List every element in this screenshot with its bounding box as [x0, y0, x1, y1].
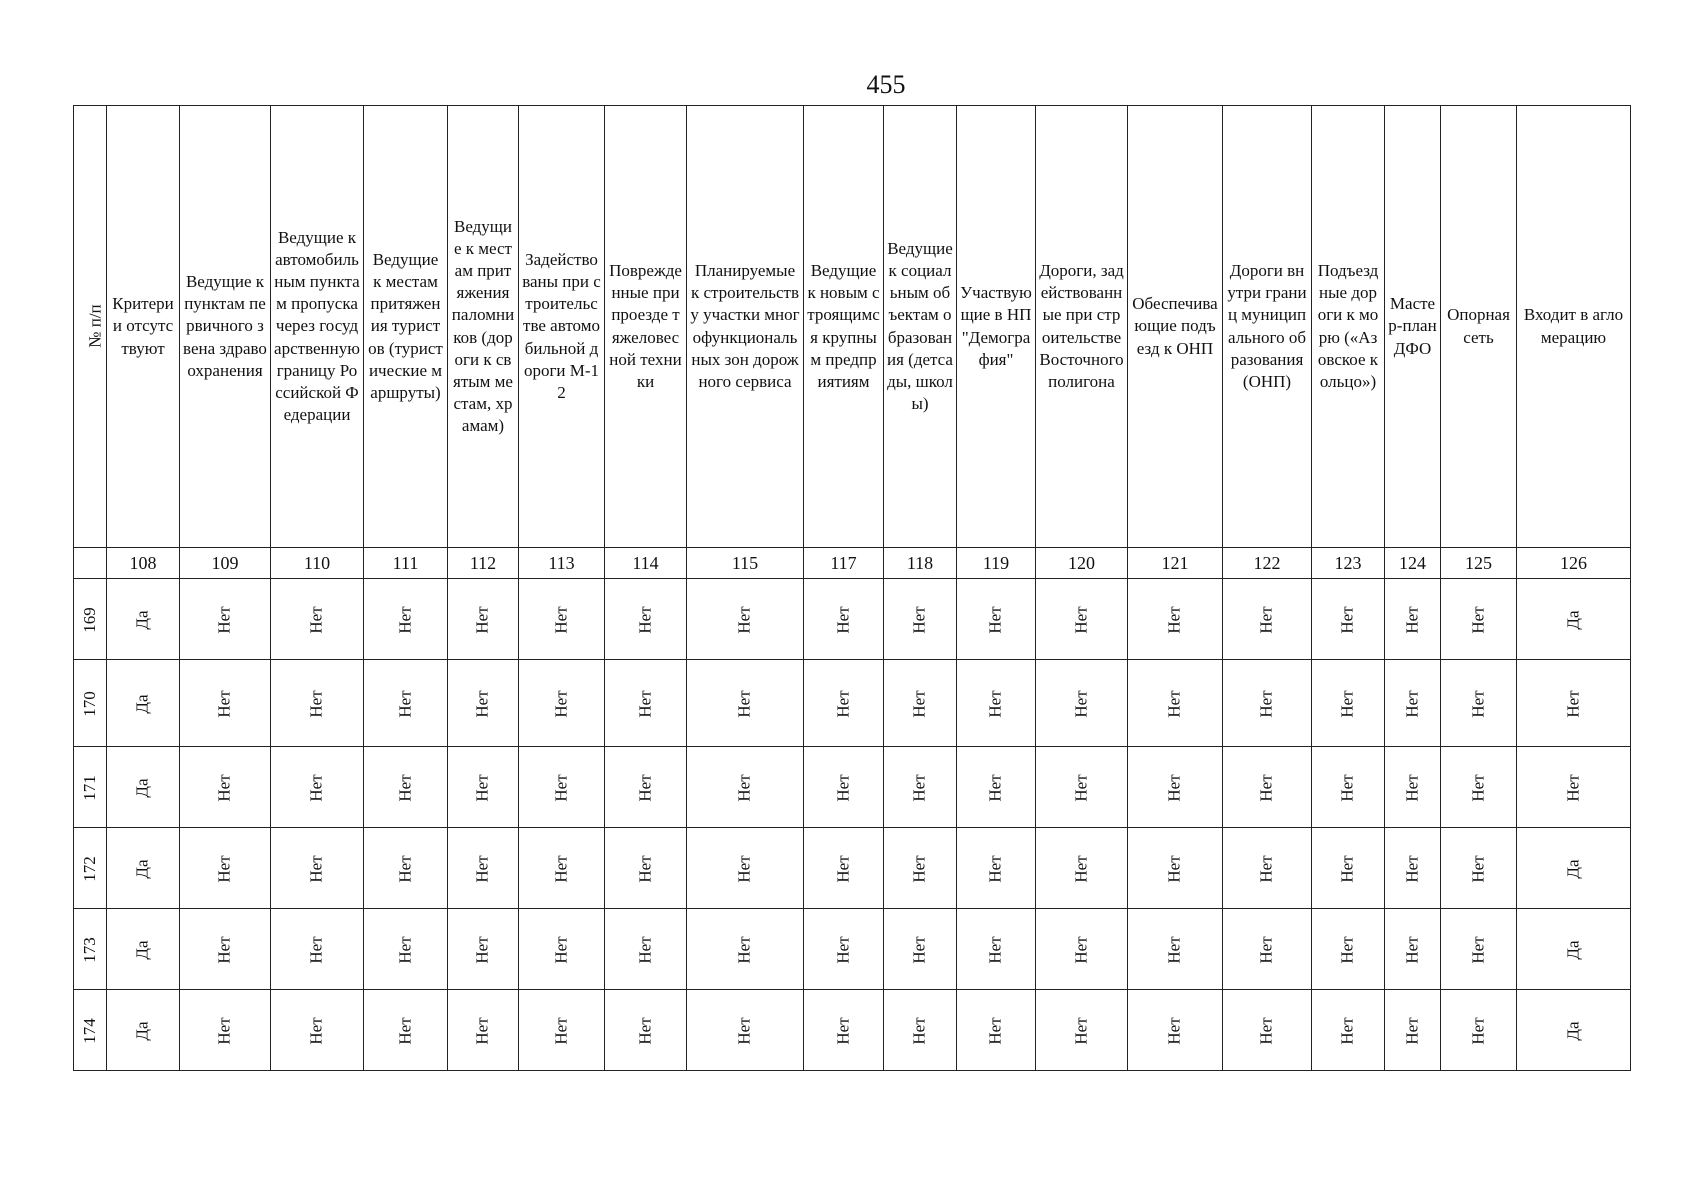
table-cell: [1517, 747, 1631, 828]
table-cell: [1128, 747, 1223, 828]
cell-value: Нет: [1468, 1016, 1488, 1045]
row-number: 172: [80, 855, 99, 882]
column-header: [1385, 106, 1441, 548]
table-cell: [364, 990, 448, 1071]
column-header-label: Ведущие к местам притяжения туристов (туристические маршруты): [368, 250, 443, 402]
table-cell: [687, 909, 804, 990]
column-header-label: Подъездные дороги к морю («Азовское кольцо»): [1317, 261, 1379, 391]
cell-value: Нет: [1563, 773, 1583, 802]
table-cell: [1385, 909, 1441, 990]
column-header: [1441, 106, 1517, 548]
table-cell: [271, 747, 364, 828]
table-cell: [1385, 747, 1441, 828]
table-cell: [448, 990, 519, 1071]
column-header: [957, 106, 1036, 548]
table-cell: [180, 747, 271, 828]
column-header-label: Опорная сеть: [1447, 305, 1510, 347]
table-cell: [687, 747, 804, 828]
table-cell: [957, 990, 1036, 1071]
cell-value: Нет: [1071, 605, 1091, 634]
table-row: [74, 909, 1631, 990]
cell-value: Нет: [472, 689, 492, 718]
cell-value: Нет: [1256, 854, 1276, 883]
table-cell: [271, 828, 364, 909]
column-header-label: Ведущие к пунктам первичного звена здравоохранения: [183, 272, 267, 380]
cell-value: Нет: [1071, 773, 1091, 802]
row-number-cell: [74, 990, 107, 1071]
table-cell: [1517, 990, 1631, 1071]
table-cell: [1223, 747, 1312, 828]
table-cell: [364, 660, 448, 747]
column-header-label: № п/п: [85, 304, 105, 349]
cell-value: Нет: [1402, 605, 1422, 634]
cell-value: Нет: [551, 935, 571, 964]
column-header-label: Дороги, задействованные при строительстве Восточного полигона: [1039, 261, 1124, 391]
column-header-label: Ведущие к социальным объектам образования (детсады, школы): [887, 239, 953, 413]
cell-value: Да: [1563, 1020, 1583, 1041]
column-header-label: Ведущие к автомобильным пунктам пропуска через государственную границу Российской Федерации: [274, 228, 360, 424]
column-number-cell: 120: [1036, 548, 1128, 579]
column-number-cell: 108: [107, 548, 180, 579]
table-cell: [519, 909, 605, 990]
cell-value: Нет: [985, 773, 1005, 802]
cell-value: Нет: [1468, 854, 1488, 883]
column-header-label: Входит в агломерацию: [1523, 305, 1624, 347]
cell-value: Нет: [1402, 854, 1422, 883]
cell-value: Нет: [1071, 854, 1091, 883]
cell-value: Нет: [833, 1016, 853, 1045]
table-cell: [271, 990, 364, 1071]
cell-value: Нет: [395, 854, 415, 883]
table-cell: [1312, 909, 1385, 990]
table-cell: [519, 660, 605, 747]
cell-value: Нет: [734, 854, 754, 883]
table-cell: [519, 579, 605, 660]
table-cell: [1312, 990, 1385, 1071]
table-cell: [448, 579, 519, 660]
cell-value: Нет: [306, 854, 326, 883]
table-cell: [180, 990, 271, 1071]
cell-value: Нет: [551, 1016, 571, 1045]
cell-value: Да: [1563, 939, 1583, 960]
table-cell: [107, 909, 180, 990]
table-row: [74, 660, 1631, 747]
cell-value: Нет: [1164, 689, 1184, 718]
cell-value: Нет: [214, 854, 234, 883]
cell-value: Нет: [395, 605, 415, 634]
table-cell: [957, 828, 1036, 909]
table-cell: [107, 747, 180, 828]
table-cell: [687, 660, 804, 747]
cell-value: Нет: [551, 854, 571, 883]
cell-value: Нет: [1468, 689, 1488, 718]
table-cell: [1036, 828, 1128, 909]
cell-value: Нет: [985, 935, 1005, 964]
table-cell: [448, 909, 519, 990]
row-number: 170: [80, 690, 99, 717]
table-cell: [884, 579, 957, 660]
table-cell: [1036, 660, 1128, 747]
table-cell: [364, 579, 448, 660]
column-number-cell: 125: [1441, 548, 1517, 579]
cell-value: Нет: [1256, 1016, 1276, 1045]
cell-value: Нет: [734, 773, 754, 802]
column-header: [1128, 106, 1223, 548]
cell-value: Нет: [734, 1016, 754, 1045]
cell-value: Нет: [472, 605, 492, 634]
cell-value: Нет: [909, 935, 929, 964]
row-number: 173: [80, 936, 99, 963]
cell-value: Нет: [1256, 605, 1276, 634]
cell-value: Нет: [1337, 605, 1357, 634]
cell-value: Нет: [833, 773, 853, 802]
cell-value: Нет: [734, 935, 754, 964]
column-header: [804, 106, 884, 548]
cell-value: Нет: [1071, 689, 1091, 718]
column-header: [448, 106, 519, 548]
column-number-cell: 110: [271, 548, 364, 579]
cell-value: Нет: [635, 1016, 655, 1045]
cell-value: Нет: [551, 605, 571, 634]
table-cell: [1441, 990, 1517, 1071]
column-number-cell: 111: [364, 548, 448, 579]
column-number-cell: 121: [1128, 548, 1223, 579]
column-header: [1312, 106, 1385, 548]
column-header-label: Мастер-план ДФО: [1388, 294, 1437, 358]
table-cell: [448, 828, 519, 909]
cell-value: Нет: [909, 605, 929, 634]
cell-value: Нет: [1164, 1016, 1184, 1045]
column-header: [605, 106, 687, 548]
table-row: [74, 828, 1631, 909]
column-header-label: Поврежденные при проезде тяжеловесной техники: [609, 261, 682, 391]
column-number-cell: 118: [884, 548, 957, 579]
table-cell: [1128, 990, 1223, 1071]
table-cell: [804, 579, 884, 660]
cell-value: Нет: [395, 1016, 415, 1045]
column-number-cell: 113: [519, 548, 605, 579]
cell-value: Нет: [306, 605, 326, 634]
table-cell: [180, 828, 271, 909]
table-cell: [1385, 660, 1441, 747]
cell-value: Нет: [1337, 854, 1357, 883]
table-cell: [1223, 909, 1312, 990]
cell-value: Да: [133, 693, 152, 714]
table-cell: [884, 747, 957, 828]
column-header-label: Критерии отсутствуют: [112, 294, 174, 358]
cell-value: Нет: [1402, 773, 1422, 802]
cell-value: Нет: [1563, 689, 1583, 718]
table-cell: [1517, 828, 1631, 909]
cell-value: Нет: [214, 935, 234, 964]
table-cell: [1223, 579, 1312, 660]
table-cell: [1441, 660, 1517, 747]
column-header-label: Ведущие к новым строящимся крупным предприятиям: [807, 261, 880, 391]
cell-value: Да: [1563, 858, 1583, 879]
column-header-row-number: [74, 106, 107, 548]
table-cell: [107, 660, 180, 747]
cell-value: Нет: [1256, 689, 1276, 718]
cell-value: Нет: [1164, 773, 1184, 802]
table-cell: [957, 660, 1036, 747]
table-cell: [271, 579, 364, 660]
column-number-row: [74, 548, 1631, 579]
table-cell: [957, 909, 1036, 990]
cell-value: Нет: [214, 605, 234, 634]
table-cell: [1312, 660, 1385, 747]
table-cell: [605, 579, 687, 660]
cell-value: Да: [133, 777, 152, 798]
cell-value: Нет: [909, 773, 929, 802]
column-number-cell: 126: [1517, 548, 1631, 579]
cell-value: Нет: [1402, 935, 1422, 964]
cell-value: Нет: [1164, 935, 1184, 964]
table-cell: [1128, 828, 1223, 909]
cell-value: Нет: [472, 773, 492, 802]
table-cell: [804, 909, 884, 990]
row-number: 169: [80, 606, 99, 633]
table-cell: [1441, 828, 1517, 909]
cell-value: Нет: [833, 689, 853, 718]
table-cell: [180, 579, 271, 660]
cell-value: Нет: [1164, 605, 1184, 634]
row-number-cell: [74, 828, 107, 909]
cell-value: Нет: [472, 935, 492, 964]
cell-value: Нет: [551, 773, 571, 802]
table-cell: [107, 828, 180, 909]
table-cell: [605, 660, 687, 747]
table-cell: [364, 747, 448, 828]
table-cell: [884, 660, 957, 747]
table-cell: [1385, 579, 1441, 660]
table-cell: [1223, 660, 1312, 747]
cell-value: Нет: [306, 935, 326, 964]
column-header-label: Участвующие в НП "Демография": [960, 283, 1032, 369]
table-cell: [1517, 909, 1631, 990]
column-number-cell: 114: [605, 548, 687, 579]
table-cell: [1517, 660, 1631, 747]
cell-value: Нет: [833, 935, 853, 964]
cell-value: Нет: [1256, 935, 1276, 964]
row-number-cell: [74, 579, 107, 660]
cell-value: Нет: [395, 935, 415, 964]
table-row: [74, 990, 1631, 1071]
column-header-label: Обеспечивающие подъезд к ОНП: [1132, 294, 1218, 358]
cell-value: Нет: [909, 1016, 929, 1045]
cell-value: Нет: [306, 773, 326, 802]
table-cell: [1441, 579, 1517, 660]
cell-value: Нет: [306, 689, 326, 718]
table-cell: [1128, 909, 1223, 990]
cell-value: Нет: [395, 689, 415, 718]
table-cell: [804, 747, 884, 828]
column-number-cell: 115: [687, 548, 804, 579]
row-number-cell: [74, 660, 107, 747]
table-cell: [957, 579, 1036, 660]
table-cell: [107, 579, 180, 660]
table-cell: [1312, 828, 1385, 909]
cell-value: Нет: [909, 854, 929, 883]
cell-value: Нет: [635, 689, 655, 718]
table-cell: [1128, 660, 1223, 747]
table-cell: [107, 990, 180, 1071]
table-cell: [519, 828, 605, 909]
table-cell: [687, 579, 804, 660]
cell-value: Нет: [833, 854, 853, 883]
column-number-cell: 112: [448, 548, 519, 579]
cell-value: Нет: [472, 854, 492, 883]
cell-value: Нет: [985, 1016, 1005, 1045]
table-cell: [1128, 579, 1223, 660]
road-criteria-table: [73, 105, 1631, 1071]
table-cell: [271, 660, 364, 747]
table-cell: [804, 828, 884, 909]
cell-value: Нет: [985, 854, 1005, 883]
column-header: [364, 106, 448, 548]
table-cell: [1312, 579, 1385, 660]
table-cell: [1223, 828, 1312, 909]
cell-value: Нет: [472, 1016, 492, 1045]
table-cell: [884, 990, 957, 1071]
table-cell: [1223, 990, 1312, 1071]
cell-value: Нет: [985, 605, 1005, 634]
cell-value: Нет: [1337, 773, 1357, 802]
table-cell: [180, 909, 271, 990]
table-cell: [1036, 990, 1128, 1071]
table-cell: [1036, 747, 1128, 828]
column-header: [519, 106, 605, 548]
table-cell: [1517, 579, 1631, 660]
column-number-cell: 119: [957, 548, 1036, 579]
table-cell: [1385, 990, 1441, 1071]
table-cell: [364, 828, 448, 909]
cell-value: Нет: [395, 773, 415, 802]
cell-value: Нет: [985, 689, 1005, 718]
cell-value: Нет: [214, 1016, 234, 1045]
table-cell: [605, 747, 687, 828]
page-number: 455: [866, 70, 906, 99]
column-header: [1036, 106, 1128, 548]
cell-value: Нет: [833, 605, 853, 634]
column-header-label: Дороги внутри границ муниципального образования (ОНП): [1227, 261, 1307, 391]
row-number-cell: [74, 747, 107, 828]
column-header-label: Задействованы при строительстве автомобильной дороги М-12: [522, 250, 601, 402]
column-number-cell: 123: [1312, 548, 1385, 579]
column-header: [1517, 106, 1631, 548]
column-header: [180, 106, 271, 548]
table-cell: [687, 990, 804, 1071]
cell-value: Нет: [1402, 1016, 1422, 1045]
table-cell: [364, 909, 448, 990]
cell-value: Нет: [734, 689, 754, 718]
cell-value: Нет: [1468, 935, 1488, 964]
table-cell: [804, 990, 884, 1071]
cell-value: Нет: [635, 935, 655, 964]
table-cell: [180, 660, 271, 747]
cell-value: Нет: [1402, 689, 1422, 718]
column-number-cell: [74, 548, 107, 579]
cell-value: Нет: [635, 854, 655, 883]
column-header: [1223, 106, 1312, 548]
table-cell: [605, 909, 687, 990]
cell-value: Нет: [734, 605, 754, 634]
column-number-cell: 117: [804, 548, 884, 579]
cell-value: Да: [1563, 609, 1583, 630]
row-number: 171: [80, 774, 99, 801]
table-row: [74, 579, 1631, 660]
cell-value: Нет: [1071, 935, 1091, 964]
table-cell: [884, 909, 957, 990]
table-cell: [271, 909, 364, 990]
cell-value: Нет: [1337, 689, 1357, 718]
cell-value: Да: [133, 609, 152, 630]
table-cell: [1036, 909, 1128, 990]
cell-value: Нет: [214, 689, 234, 718]
table-cell: [605, 828, 687, 909]
column-header-label: Ведущие к местам притяжения паломников (дороги к святым местам, храмам): [451, 217, 515, 435]
cell-value: Нет: [1071, 1016, 1091, 1045]
table-cell: [884, 828, 957, 909]
column-header: [884, 106, 957, 548]
row-number: 174: [80, 1017, 99, 1044]
table-cell: [605, 990, 687, 1071]
column-header: [687, 106, 804, 548]
cell-value: Да: [133, 939, 152, 960]
cell-value: Нет: [1468, 773, 1488, 802]
column-header: [271, 106, 364, 548]
cell-value: Нет: [214, 773, 234, 802]
cell-value: Нет: [551, 689, 571, 718]
header-row: [74, 106, 1631, 548]
column-number-cell: 109: [180, 548, 271, 579]
cell-value: Нет: [1164, 854, 1184, 883]
cell-value: Нет: [306, 1016, 326, 1045]
table-cell: [687, 828, 804, 909]
row-number-cell: [74, 909, 107, 990]
column-header: [107, 106, 180, 548]
table-row: [74, 747, 1631, 828]
table-cell: [957, 747, 1036, 828]
table-cell: [448, 660, 519, 747]
table-cell: [1441, 747, 1517, 828]
column-header-label: Планируемые к строительству участки многофункциональных зон дорожного сервиса: [690, 261, 800, 391]
cell-value: Нет: [1337, 1016, 1357, 1045]
table-cell: [804, 660, 884, 747]
cell-value: Нет: [635, 605, 655, 634]
table-cell: [519, 747, 605, 828]
cell-value: Да: [133, 1020, 152, 1041]
cell-value: Нет: [1256, 773, 1276, 802]
cell-value: Нет: [635, 773, 655, 802]
column-number-cell: 124: [1385, 548, 1441, 579]
table-cell: [1312, 747, 1385, 828]
table-cell: [1036, 579, 1128, 660]
cell-value: Нет: [1337, 935, 1357, 964]
cell-value: Да: [133, 858, 152, 879]
cell-value: Нет: [909, 689, 929, 718]
cell-value: Нет: [1468, 605, 1488, 634]
table-cell: [519, 990, 605, 1071]
column-number-cell: 122: [1223, 548, 1312, 579]
table-cell: [1441, 909, 1517, 990]
table-cell: [448, 747, 519, 828]
table-cell: [1385, 828, 1441, 909]
